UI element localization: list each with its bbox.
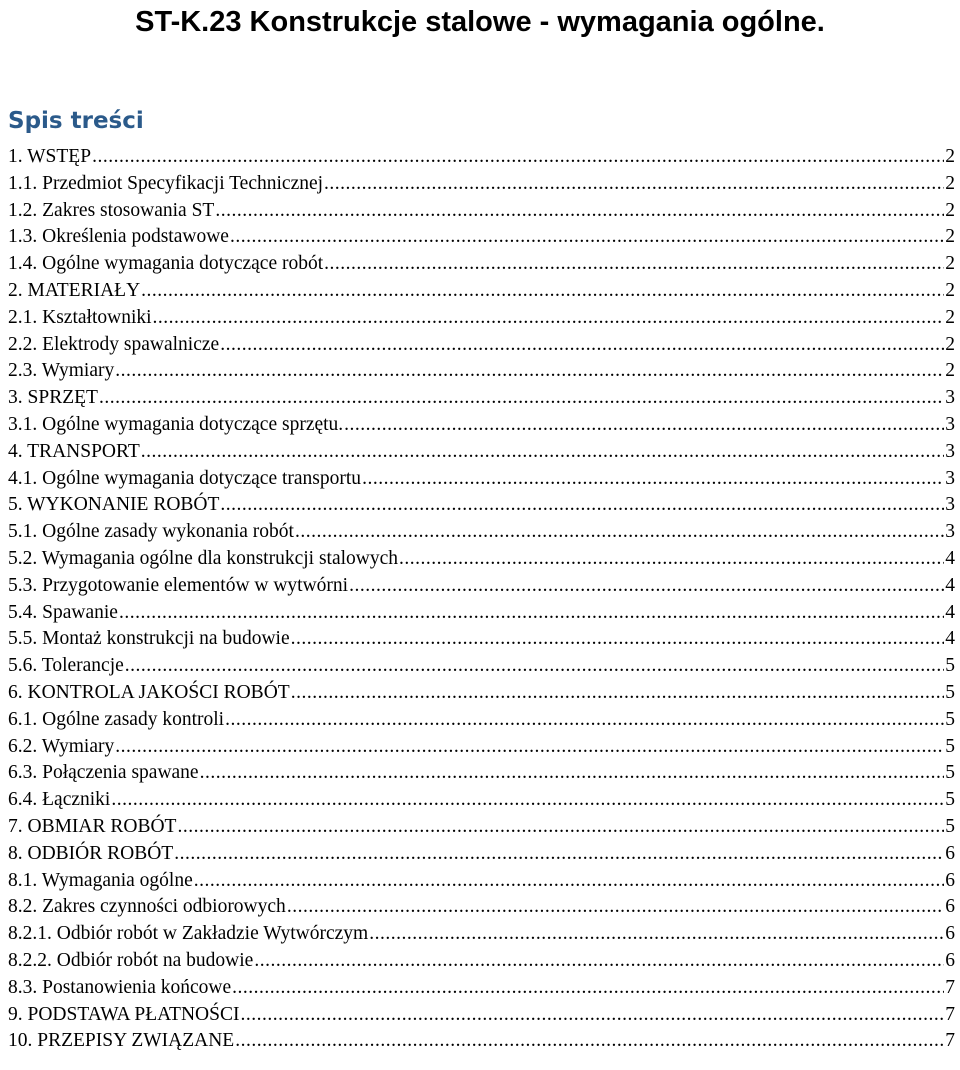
toc-entry-page: 3	[945, 413, 955, 435]
toc-entry-label: 1.2. Zakres stosowania ST	[8, 199, 215, 221]
toc-entry[interactable]	[8, 439, 955, 466]
toc-entry[interactable]	[8, 144, 955, 171]
toc-entry-page: 6	[945, 949, 955, 971]
toc-entry[interactable]	[8, 841, 955, 868]
dot-leader	[287, 894, 944, 921]
toc-entry-page: 4	[945, 574, 955, 596]
toc-entry-page: 6	[945, 842, 955, 864]
dot-leader	[99, 385, 944, 412]
toc-entry-label: 8.3. Postanowienia końcowe	[8, 976, 232, 998]
dot-leader	[295, 519, 944, 546]
toc-entry-page: 6	[945, 896, 955, 918]
toc-entry[interactable]	[8, 1002, 955, 1029]
toc-entry-page: 4	[945, 628, 955, 650]
toc-entry-label: 6.1. Ogólne zasady kontroli	[8, 708, 225, 730]
toc-entry-label: 5.1. Ogólne zasady wykonania robót	[8, 521, 294, 543]
toc-entry-label: 9. PODSTAWA PŁATNOŚCI	[8, 1003, 240, 1025]
toc-entry[interactable]	[8, 198, 955, 225]
toc-entry-label: 6. KONTROLA JAKOŚCI ROBÓT	[8, 681, 290, 703]
toc-entry-page: 7	[945, 1030, 955, 1052]
toc-entry-label: 1. WSTĘP	[8, 146, 92, 167]
toc-entry-page: 3	[945, 440, 955, 462]
toc-entry-page: 3	[945, 494, 955, 516]
toc-entry[interactable]	[8, 600, 955, 627]
toc-entry-page: 5	[945, 708, 955, 730]
toc-entry-page: 2	[945, 306, 955, 328]
toc-entry-page: 6	[945, 869, 955, 891]
toc-entry-label: 2.2. Elektrody spawalnicze	[8, 333, 220, 355]
toc-entry-label: 8.2.2. Odbiór robót na budowie	[8, 949, 254, 971]
toc-entry[interactable]	[8, 305, 955, 332]
toc-entry[interactable]	[8, 492, 955, 519]
dot-leader	[235, 1028, 944, 1055]
dot-leader	[324, 171, 944, 198]
toc-entry[interactable]	[8, 975, 955, 1002]
toc-entry[interactable]	[8, 546, 955, 573]
toc-entry-label: 4. TRANSPORT	[8, 440, 140, 462]
toc-entry-label: 2.1. Kształtowniki	[8, 306, 152, 328]
toc-entry[interactable]	[8, 358, 955, 385]
toc-entry-page: 2	[945, 279, 955, 301]
toc-entry-page: 2	[945, 226, 955, 248]
toc-entry-label: 5.6. Tolerancje	[8, 655, 124, 677]
toc-entry[interactable]	[8, 948, 955, 975]
dot-leader	[194, 868, 944, 895]
dot-leader	[369, 921, 944, 948]
toc-entry[interactable]	[8, 787, 955, 814]
toc-entry-page: 2	[945, 360, 955, 382]
dot-leader	[153, 305, 944, 332]
toc-entry-label: 2. MATERIAŁY	[8, 279, 141, 301]
toc-entry-page: 5	[945, 815, 955, 837]
dot-leader	[230, 224, 944, 251]
toc-entry[interactable]	[8, 653, 955, 680]
toc-entry-label: 5.4. Spawanie	[8, 601, 118, 623]
toc-entry-label: 6.3. Połączenia spawane	[8, 762, 199, 784]
toc-entry-label: 10. PRZEPISY ZWIĄZANE	[8, 1030, 235, 1052]
toc-entry-label: 8.2.1. Odbiór robót w Zakładzie Wytwórczym	[8, 923, 369, 945]
toc-entry-page: 5	[945, 735, 955, 757]
toc-entry[interactable]	[8, 412, 955, 439]
dot-leader	[200, 760, 944, 787]
toc-entry-page: 3	[945, 467, 955, 489]
toc-entry-label: 1.4. Ogólne wymagania dotyczące robót	[8, 253, 324, 275]
toc-entry-page: 4	[945, 547, 955, 569]
dot-leader	[141, 439, 944, 466]
dot-leader	[220, 332, 944, 359]
dot-leader	[115, 734, 944, 761]
toc-entry-label: 1.1. Przedmiot Specyfikacji Technicznej	[8, 172, 324, 194]
toc-entry-label: 5.2. Wymagania ogólne dla konstrukcji stalowych	[8, 547, 399, 569]
toc-entry[interactable]	[8, 171, 955, 198]
toc-entry-page: 5	[945, 789, 955, 811]
toc-entry[interactable]	[8, 680, 955, 707]
dot-leader	[254, 948, 944, 975]
dot-leader	[349, 573, 944, 600]
dot-leader	[115, 358, 944, 385]
dot-leader	[324, 251, 944, 278]
toc-entry-label: 6.2. Wymiary	[8, 735, 115, 757]
toc-entry-label: 5.3. Przygotowanie elementów w wytwórni	[8, 574, 349, 596]
toc-entry-page: 2	[945, 253, 955, 275]
toc-entry[interactable]	[8, 868, 955, 895]
toc-entry[interactable]	[8, 1028, 955, 1055]
dot-leader	[362, 466, 944, 493]
toc-entry[interactable]	[8, 921, 955, 948]
toc-entry[interactable]	[8, 251, 955, 278]
toc-entry-label: 6.4. Łączniki	[8, 789, 111, 811]
toc-entry[interactable]	[8, 734, 955, 761]
dot-leader	[291, 680, 944, 707]
toc-entry-label: 2.3. Wymiary	[8, 360, 115, 382]
dot-leader	[220, 492, 944, 519]
toc-entry-label: 7. OBMIAR ROBÓT	[8, 815, 177, 837]
toc-entry-label: 3.1. Ogólne wymagania dotyczące sprzętu.	[8, 413, 344, 435]
toc-entry-page: 2	[945, 199, 955, 221]
toc-entry-page: 6	[945, 923, 955, 945]
dot-leader	[141, 278, 944, 305]
toc-heading: Spis treści	[8, 108, 144, 134]
toc-entry-label: 5.5. Montaż konstrukcji na budowie	[8, 628, 290, 650]
toc-entry[interactable]	[8, 278, 955, 305]
document-title: ST-K.23 Konstrukcje stalowe - wymagania ogólne.	[135, 6, 825, 38]
toc-entry[interactable]	[8, 573, 955, 600]
toc-entry-page: 2	[945, 172, 955, 194]
toc-entry-label: 4.1. Ogólne wymagania dotyczące transportu	[8, 467, 362, 489]
dot-leader	[232, 975, 944, 1002]
toc-entry-page: 4	[945, 601, 955, 623]
dot-leader	[240, 1002, 944, 1029]
toc-entry-page: 5	[945, 762, 955, 784]
toc-entry[interactable]	[8, 626, 955, 653]
dot-leader	[225, 707, 944, 734]
dot-leader	[177, 814, 944, 841]
toc-entry-label: 1.3. Określenia podstawowe	[8, 226, 229, 248]
toc-entry[interactable]	[8, 519, 955, 546]
dot-leader	[399, 546, 944, 573]
toc-entry-label: 8.2. Zakres czynności odbiorowych	[8, 896, 286, 918]
toc-entry-page: 2	[945, 333, 955, 355]
toc-entry[interactable]	[8, 385, 955, 412]
table-of-contents	[8, 144, 955, 1055]
toc-entry-label: 8. ODBIÓR ROBÓT	[8, 842, 174, 864]
toc-entry-page: 3	[945, 387, 955, 409]
dot-leader	[111, 787, 944, 814]
toc-entry[interactable]	[8, 894, 955, 921]
toc-entry-label: 3. SPRZĘT	[8, 387, 98, 409]
dot-leader	[174, 841, 944, 868]
dot-leader	[119, 600, 944, 627]
dot-leader	[92, 144, 944, 171]
toc-entry-page: 5	[945, 655, 955, 677]
toc-entry[interactable]	[8, 332, 955, 359]
toc-entry[interactable]	[8, 707, 955, 734]
toc-entry-page: 7	[945, 1003, 955, 1025]
dot-leader	[344, 412, 944, 439]
toc-entry-label: 5. WYKONANIE ROBÓT	[8, 494, 220, 516]
toc-entry[interactable]	[8, 224, 955, 251]
toc-entry-page: 3	[945, 521, 955, 543]
dot-leader	[291, 626, 944, 653]
toc-entry-page: 7	[945, 976, 955, 998]
toc-entry[interactable]	[8, 466, 955, 493]
toc-entry-page: 2	[945, 146, 955, 167]
dot-leader	[215, 198, 944, 225]
toc-entry-label: 8.1. Wymagania ogólne	[8, 869, 193, 891]
toc-entry-page: 5	[945, 681, 955, 703]
dot-leader	[125, 653, 944, 680]
toc-entry[interactable]	[8, 814, 955, 841]
toc-entry[interactable]	[8, 760, 955, 787]
